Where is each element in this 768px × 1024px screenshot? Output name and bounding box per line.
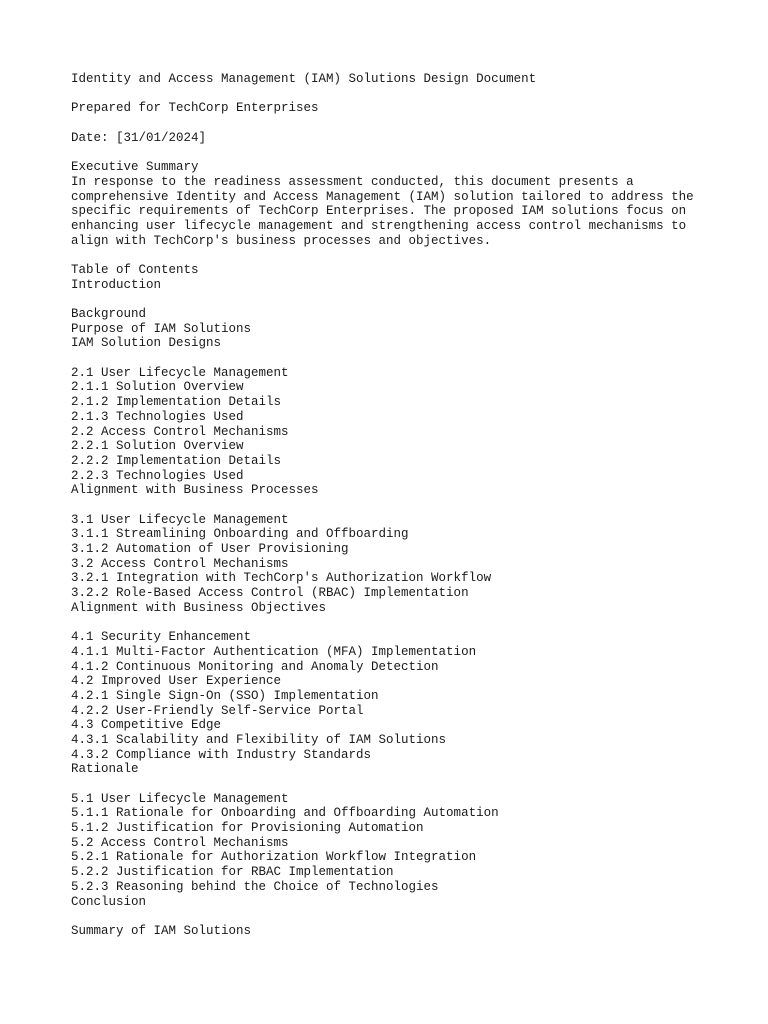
toc-entry: 2.2.2 Implementation Details xyxy=(71,453,282,468)
toc-entry: 2.1.1 Solution Overview xyxy=(71,380,244,395)
paragraph-line: enhancing user lifecycle management and strengthening access control mechanisms to xyxy=(71,218,687,233)
toc-entry: 4.3.2 Compliance with Industry Standards xyxy=(71,747,372,762)
paragraph-line: align with TechCorp's business processes and objectives. xyxy=(71,233,492,248)
toc-entry: Purpose of IAM Solutions xyxy=(71,321,252,336)
executive-summary-heading: Executive Summary xyxy=(71,160,199,175)
toc-entry: 4.1.2 Continuous Monitoring and Anomaly Detection xyxy=(71,659,439,674)
toc-entry: 2.2.3 Technologies Used xyxy=(71,468,244,483)
toc-entry: 4.2.1 Single Sign-On (SSO) Implementation xyxy=(71,688,379,703)
blank-line xyxy=(71,116,731,131)
toc-entry: 3.2.2 Role-Based Access Control (RBAC) Implementation xyxy=(71,586,469,601)
toc-entry: 4.1.1 Multi-Factor Authentication (MFA) Implementation xyxy=(71,644,477,659)
toc-entry: Alignment with Business Objectives xyxy=(71,600,327,615)
paragraph-line: specific requirements of TechCorp Enterprises. The proposed IAM solutions focus on xyxy=(71,204,687,219)
toc-entry: 4.2.2 User-Friendly Self-Service Portal xyxy=(71,703,364,718)
toc-entry: 4.3.1 Scalability and Flexibility of IAM Solutions xyxy=(71,732,447,747)
toc-entry: 2.2 Access Control Mechanisms xyxy=(71,424,289,439)
blank-line xyxy=(71,248,731,263)
toc-group xyxy=(71,366,731,498)
toc-group xyxy=(71,513,731,616)
toc-entry: 2.1.2 Implementation Details xyxy=(71,395,282,410)
toc-entry: 4.1 Security Enhancement xyxy=(71,630,252,645)
toc-entry: 5.1.1 Rationale for Onboarding and Offboarding Automation xyxy=(71,806,499,821)
toc-entry: 3.1.2 Automation of User Provisioning xyxy=(71,542,349,556)
toc-entry: 2.1 User Lifecycle Management xyxy=(71,365,289,380)
toc-entry: 2.2.1 Solution Overview xyxy=(71,439,244,454)
prepared-for-line: Prepared for TechCorp Enterprises xyxy=(71,101,319,116)
date-line: Date: [31/01/2024] xyxy=(71,130,207,145)
toc-entry: 5.2.1 Rationale for Authorization Workflow Integration xyxy=(71,850,477,865)
toc-entry: 3.1 User Lifecycle Management xyxy=(71,512,289,527)
toc-entry: Rationale xyxy=(71,762,139,777)
toc-entry: 5.1.2 Justification for Provisioning Automation xyxy=(71,821,424,836)
blank-line xyxy=(71,615,731,630)
toc-heading: Table of Contents xyxy=(71,262,199,277)
toc-entry: 4.3 Competitive Edge xyxy=(71,718,222,733)
toc-entry: 3.2 Access Control Mechanisms xyxy=(71,556,289,571)
toc-entry: Alignment with Business Processes xyxy=(71,483,319,498)
blank-line xyxy=(71,87,731,102)
paragraph-line: comprehensive Identity and Access Management (IAM) solution tailored to address the xyxy=(71,189,694,204)
blank-line xyxy=(71,145,731,160)
blank-line xyxy=(71,777,731,792)
toc-group xyxy=(71,924,731,939)
toc-entry: 5.2.2 Justification for RBAC Implementation xyxy=(71,865,394,880)
blank-line xyxy=(71,292,731,307)
toc-entry: IAM Solution Designs xyxy=(71,336,222,351)
document-title: Identity and Access Management (IAM) Solutions Design Document xyxy=(71,72,537,86)
toc-entry: Conclusion xyxy=(71,894,147,909)
toc-group xyxy=(71,792,731,910)
paragraph-line: In response to the readiness assessment conducted, this document presents a xyxy=(71,174,634,189)
blank-line xyxy=(71,498,731,513)
document-body xyxy=(71,72,731,939)
toc-entry: 4.2 Improved User Experience xyxy=(71,674,282,689)
toc-group xyxy=(71,307,731,351)
toc-group xyxy=(71,630,731,777)
blank-line xyxy=(71,909,731,924)
toc-entry: Background xyxy=(71,307,147,321)
toc-entry: 5.2 Access Control Mechanisms xyxy=(71,835,289,850)
executive-summary-paragraph xyxy=(71,175,731,248)
blank-line xyxy=(71,351,731,366)
toc-entry: Introduction xyxy=(71,277,162,292)
toc-entry: 3.1.1 Streamlining Onboarding and Offboarding xyxy=(71,527,409,542)
toc-entry: 2.1.3 Technologies Used xyxy=(71,409,244,424)
toc-entry: 3.2.1 Integration with TechCorp's Authorization Workflow xyxy=(71,571,492,586)
toc-entry: Summary of IAM Solutions xyxy=(71,923,252,938)
toc-entry: 5.1 User Lifecycle Management xyxy=(71,791,289,806)
toc-entry: 5.2.3 Reasoning behind the Choice of Technologies xyxy=(71,879,439,894)
